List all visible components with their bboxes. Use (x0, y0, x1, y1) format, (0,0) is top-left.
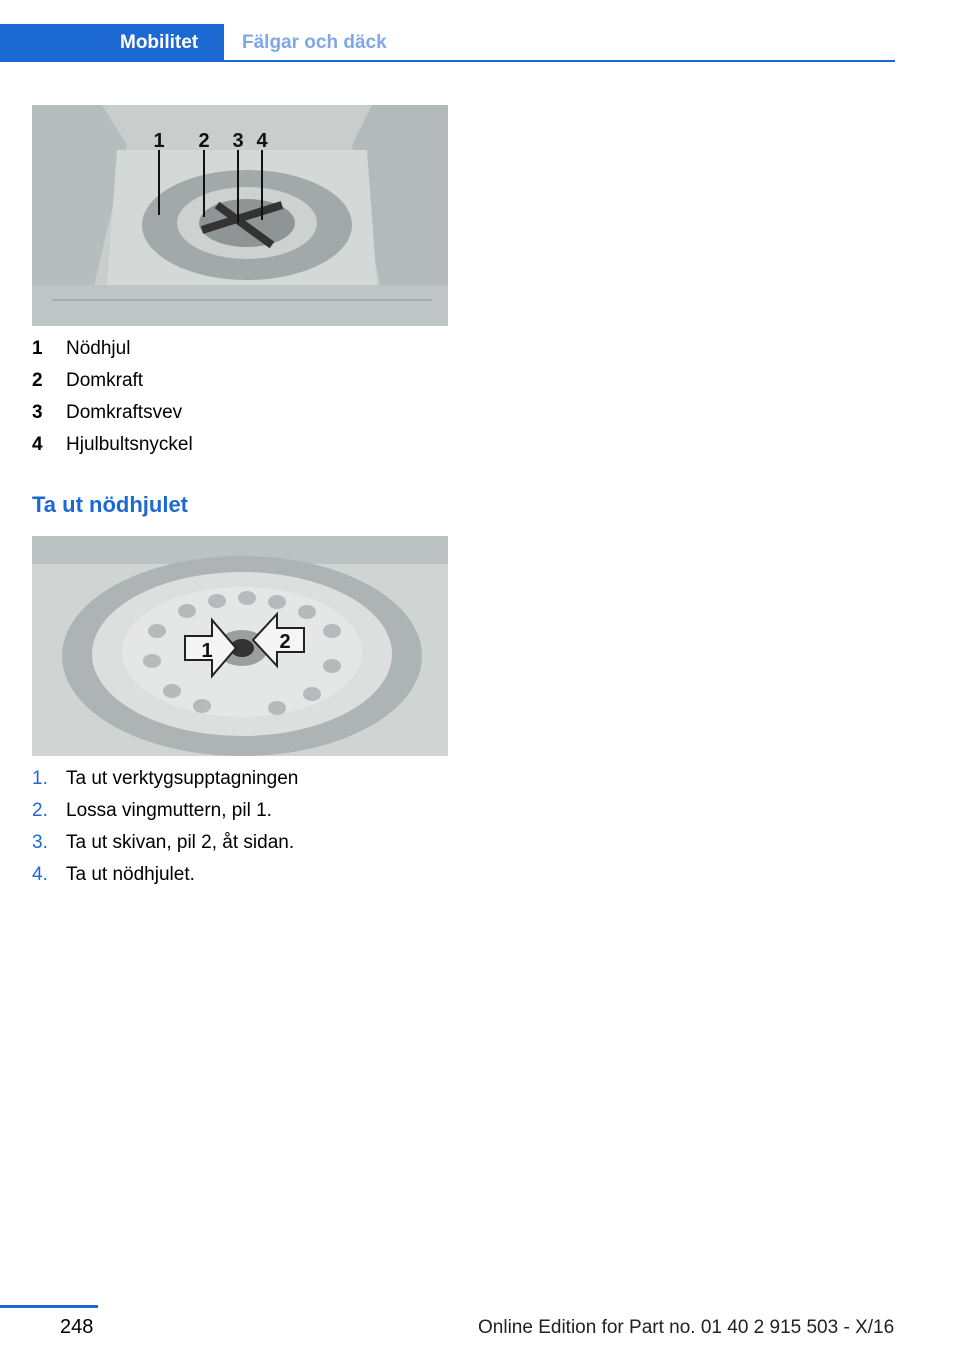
legend-number: 3 (32, 402, 43, 423)
tab-falgar-och-dack[interactable]: Fälgar och däck (242, 32, 387, 53)
spare-wheel-figure (32, 536, 448, 756)
page-number: 248 (60, 1316, 94, 1338)
step-text: Ta ut verktygsupptagningen (66, 768, 299, 789)
footer-divider (0, 1305, 98, 1308)
step-text: Ta ut skivan, pil 2, åt sidan. (66, 832, 295, 853)
callout-2: 2 (198, 130, 210, 152)
step-number: 1. (32, 768, 48, 789)
legend-label: Nödhjul (66, 338, 131, 359)
spare-wheel-compartment-figure (32, 105, 448, 326)
legend-number: 1 (32, 338, 43, 359)
step-number: 4. (32, 864, 48, 885)
legend-label: Domkraftsvev (66, 402, 183, 423)
step-text: Ta ut nödhjulet. (66, 864, 195, 885)
header-divider (0, 60, 895, 62)
edition-note: Online Edition for Part no. 01 40 2 915 503 - X/16 (478, 1317, 895, 1338)
callout-3: 3 (232, 130, 244, 152)
step-number: 3. (32, 832, 48, 853)
legend-number: 2 (32, 370, 43, 391)
legend-label: Hjulbultsnyckel (66, 434, 193, 455)
callout-4: 4 (256, 130, 268, 152)
section-title: Ta ut nödhjulet (32, 492, 189, 517)
legend-number: 4 (32, 434, 43, 455)
step-text: Lossa vingmuttern, pil 1. (66, 800, 272, 821)
callout-1: 1 (153, 130, 165, 152)
step-number: 2. (32, 800, 48, 821)
arrow-label-2: 2 (279, 631, 291, 653)
arrow-label-1: 1 (201, 640, 213, 662)
legend-label: Domkraft (66, 370, 144, 391)
page-header (0, 0, 960, 62)
tab-mobilitet[interactable]: Mobilitet (0, 24, 224, 61)
